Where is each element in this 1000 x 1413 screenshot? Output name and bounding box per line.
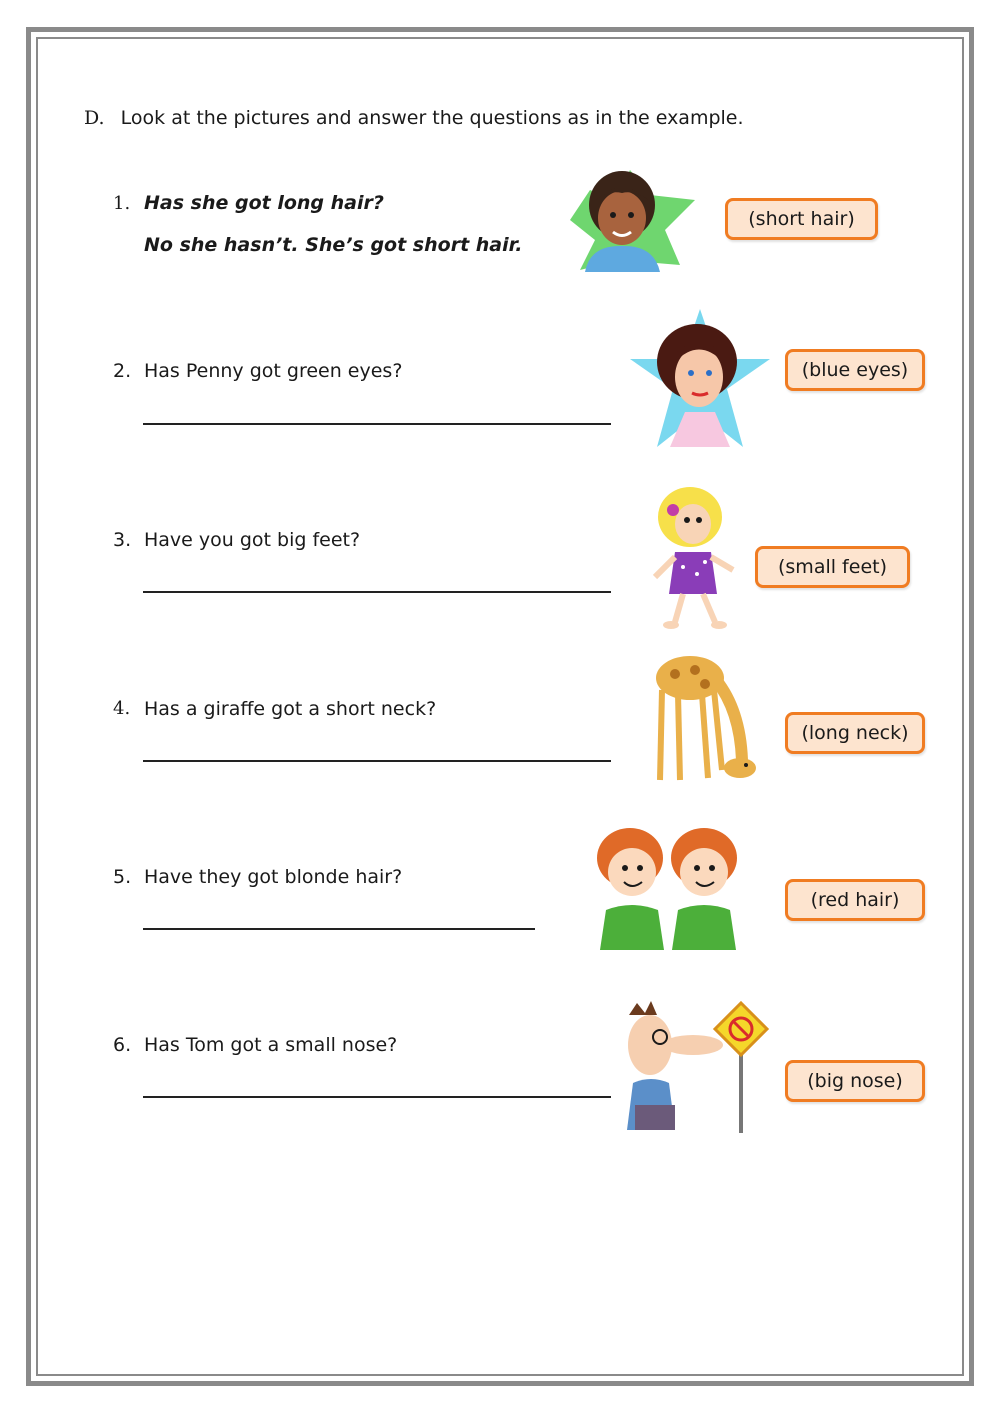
- hint-4: (long neck): [785, 712, 925, 754]
- question-1-example-answer: No she hasn’t. She’s got short hair.: [144, 234, 523, 256]
- girl-short-hair-picture: [560, 160, 700, 275]
- answer-line-3[interactable]: [143, 591, 611, 593]
- girl-small-feet-picture: [645, 482, 745, 632]
- question-2-text: Has Penny got green eyes?: [144, 360, 403, 382]
- hint-6: (big nose): [785, 1060, 925, 1102]
- question-1-text: Has she got long hair?: [144, 192, 384, 214]
- question-3-text: Have you got big feet?: [144, 529, 361, 551]
- answer-line-2[interactable]: [143, 423, 611, 425]
- answer-line-6[interactable]: [143, 1096, 611, 1098]
- question-5-text: Have they got blonde hair?: [144, 866, 403, 888]
- question-5-number: 5.: [113, 866, 132, 888]
- section-letter: D.: [84, 107, 105, 129]
- question-6-text: Has Tom got a small nose?: [144, 1034, 398, 1056]
- instruction-text: Look at the pictures and answer the questions as in the example.: [120, 107, 744, 129]
- hint-1: (short hair): [725, 198, 878, 240]
- hint-2: (blue eyes): [785, 349, 925, 391]
- question-2-number: 2.: [113, 360, 132, 382]
- giraffe-picture: [650, 650, 765, 795]
- answer-line-5[interactable]: [143, 928, 535, 930]
- twins-red-hair-picture: [592, 820, 747, 955]
- woman-blue-eyes-picture: [625, 307, 775, 452]
- question-6-number: 6.: [113, 1034, 132, 1056]
- hint-5: (red hair): [785, 879, 925, 921]
- man-big-nose-picture: [615, 995, 780, 1135]
- answer-line-4[interactable]: [143, 760, 611, 762]
- question-3-number: 3.: [113, 529, 132, 551]
- question-4-number: 4.: [113, 698, 131, 719]
- hint-3: (small feet): [755, 546, 910, 588]
- question-1-number: 1.: [113, 193, 131, 214]
- question-4-text: Has a giraffe got a short neck?: [144, 698, 437, 720]
- instruction: [84, 107, 744, 129]
